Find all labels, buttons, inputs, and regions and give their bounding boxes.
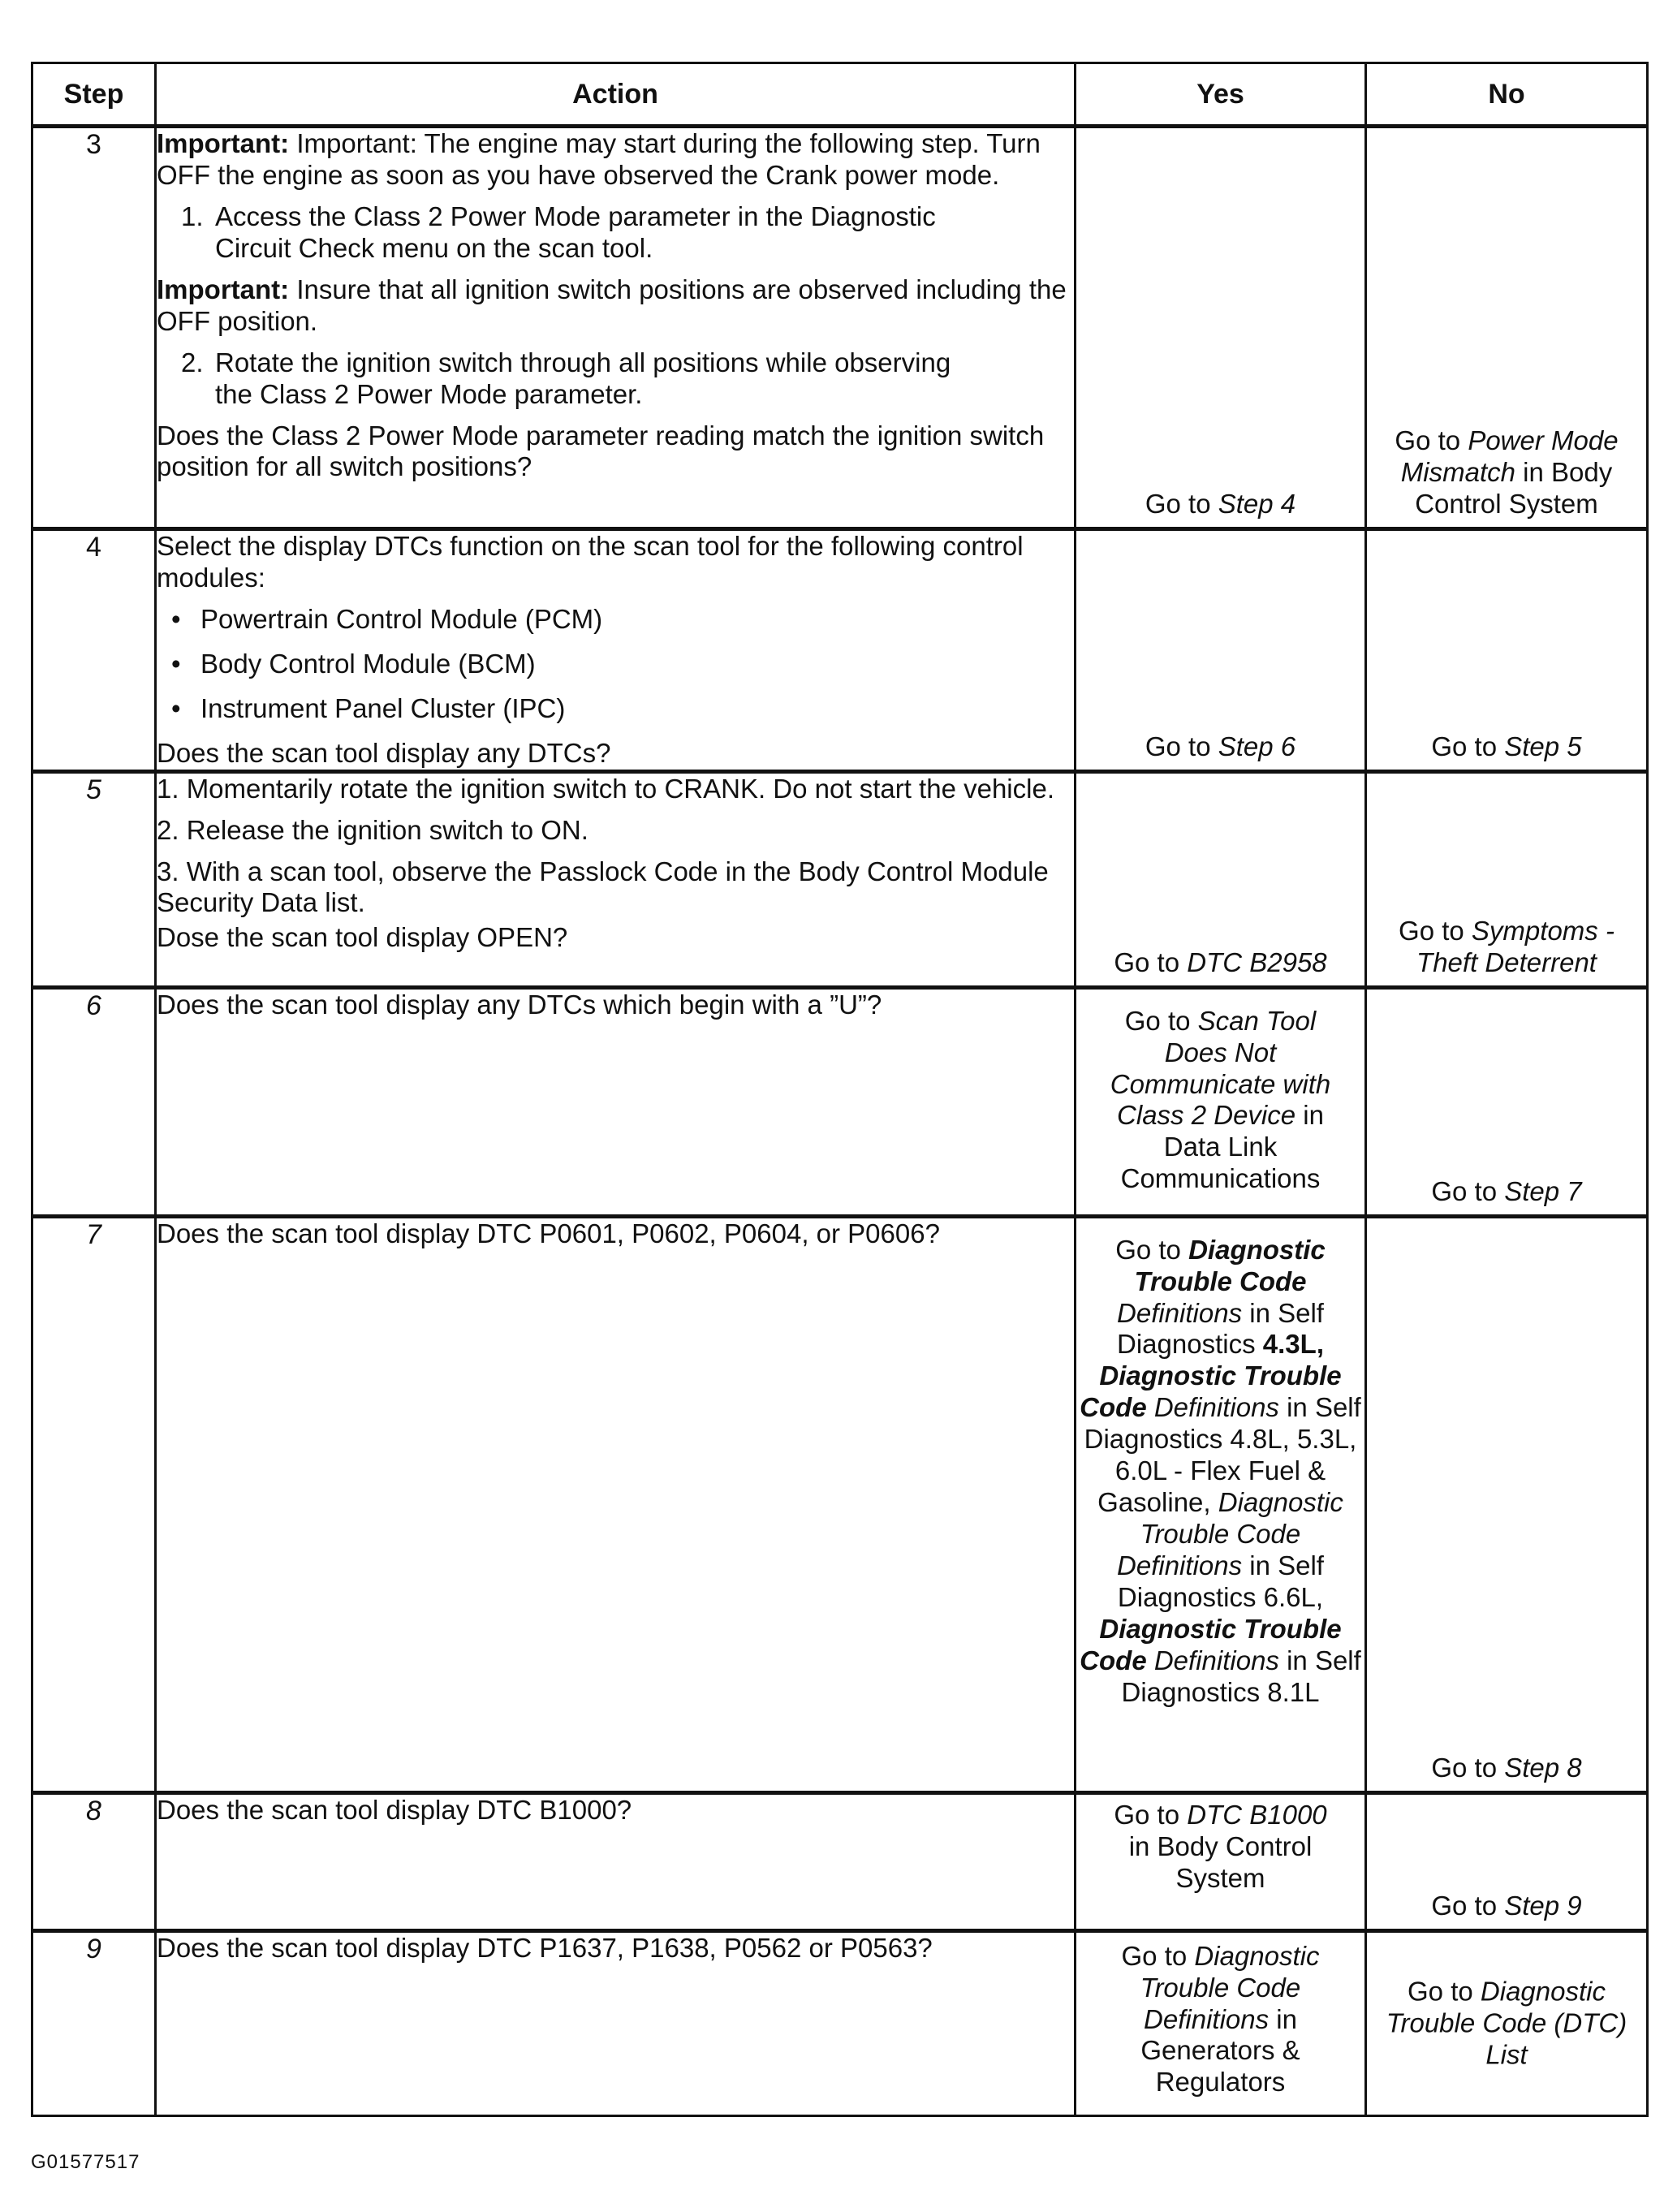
table-row-step-3 [32,127,1648,529]
action-cell [156,1792,1076,1930]
yes-cell: Go to DTC B1000 in Body Control System [1076,1792,1366,1930]
yes-cell: Go to Step 4 [1076,127,1366,529]
intro-text: Select the display DTCs function on the scan tool for the following control modules: [157,531,1024,593]
no-cell: Go to Step 7 [1366,987,1648,1216]
yes-link[interactable]: Definitions [1144,2003,1270,2034]
step-number: 6 [32,987,156,1216]
table-row-step-4 [32,529,1648,772]
no-cell: Go to Diagnostic Trouble Code (DTC) List [1366,1930,1648,2115]
no-link[interactable]: Step 9 [1504,1890,1582,1921]
action-cell [156,1930,1076,2115]
bullet-item: • Powertrain Control Module (PCM) [171,603,603,634]
no-cell: Go to Step 9 [1366,1792,1648,1930]
header-no: No [1366,63,1648,127]
yes-text: Go to Diagnostic Trouble Code Definitions in Self Diagnostics 4.3L, Diagnostic Trouble Code Definitions in Self Diagnostics 4.8L, 5.3L, 6.0L - Flex Fuel & Gasoline, Diagnostic Trouble Code Definitions in Self Diagnostics 6.6L, Diagnostic Trouble Code Definitions in Self Diagnostics 8.1L [1080,1234,1361,1707]
header-row [32,63,1648,127]
bullet-item: • Instrument Panel Cluster (IPC) [171,692,566,723]
step-number: 9 [32,1930,156,2115]
table-row-step-6 [32,987,1648,1216]
question-text: Does the scan tool display any DTCs? [157,737,611,768]
no-cell: Go to Step 5 [1366,529,1648,772]
yes-link[interactable]: DTC B1000 [1187,1799,1327,1830]
table-row-step-9 [32,1930,1648,2115]
yes-link[interactable]: Definitions [1153,1645,1279,1675]
diagnostic-table [31,62,1649,2117]
figure-code: G01577517 [31,2151,140,2173]
action-item: 2. Release the ignition switch to ON. [157,814,588,845]
yes-cell: Go to DTC B2958 [1076,771,1366,987]
yes-cell [1076,1216,1366,1792]
no-cell: Go to Power Mode Mismatch in Body Control System [1366,127,1648,529]
action-cell [156,771,1076,987]
question-text: Does the Class 2 Power Mode parameter reading match the ignition switch position for all switch positions? [157,420,1045,482]
yes-link[interactable]: Definitions [1153,1392,1279,1423]
action-cell [156,529,1076,772]
step-number: 8 [32,1792,156,1930]
yes-cell: Go to Scan Tool Does Not Communicate with Class 2 Device in Data Link Communications [1076,987,1366,1216]
yes-link[interactable]: Scan Tool Does Not Communicate with Class 2 Device [1110,1005,1331,1131]
yes-link[interactable]: Diagnostic Trouble Code [1140,1940,1320,2003]
header-action: Action [156,63,1076,127]
yes-link[interactable]: Step 4 [1218,489,1296,520]
action-cell [156,1216,1076,1792]
step-number: 4 [32,529,156,772]
bullet-item: • Body Control Module (BCM) [171,648,536,679]
yes-cell: Go to Diagnostic Trouble Code Definitions in Generators & Regulators [1076,1930,1366,2115]
step-number: 5 [32,771,156,987]
no-link[interactable]: Symptoms - Theft Deterrent [1416,915,1614,977]
yes-link[interactable]: DTC B2958 [1187,946,1327,977]
table-row-step-7 [32,1216,1648,1792]
action-cell [156,987,1076,1216]
no-link[interactable]: Step 5 [1504,731,1582,761]
question-text: Does the scan tool display DTC P0601, P0602, P0604, or P0606? [157,1218,940,1248]
yes-cell: Go to Step 6 [1076,529,1366,772]
question-text: Does the scan tool display any DTCs which begin with a ”U”? [157,989,882,1020]
yes-link[interactable]: Step 6 [1218,731,1296,761]
action-item: 2. Rotate the ignition switch through all positions while observing the Class 2 Power Mode parameter. [181,347,951,409]
header-step: Step [32,63,156,127]
yes-link[interactable]: Diagnostic Trouble Code [1080,1613,1342,1675]
header-yes: Yes [1076,63,1366,127]
question-text: Does the scan tool display DTC P1637, P1638, P0562 or P0563? [157,1932,933,1963]
yes-link[interactable]: Diagnostic Trouble Code [1134,1234,1326,1296]
action-cell [156,127,1076,529]
action-item: 3. With a scan tool, observe the Passlock Code in the Body Control Module Security Data list. [157,856,1049,918]
step-number: 7 [32,1216,156,1792]
no-link[interactable]: Power Mode Mismatch [1400,425,1619,488]
no-link[interactable]: Step 8 [1504,1752,1582,1783]
question-text: Does the scan tool display DTC B1000? [157,1794,632,1825]
important-note: Important: Insure that all ignition switch positions are observed including the OFF position. [157,274,1067,336]
no-link[interactable]: Step 7 [1504,1175,1582,1206]
table-row-step-8 [32,1792,1648,1930]
no-cell: Go to Symptoms - Theft Deterrent [1366,771,1648,987]
no-cell: Go to Step 8 [1366,1216,1648,1792]
yes-link[interactable]: Diagnostic Trouble Code [1080,1360,1342,1423]
action-item: 1. Access the Class 2 Power Mode parameter in the Diagnostic Circuit Check menu on the scan tool. [181,201,936,263]
step-number: 3 [32,127,156,529]
yes-link[interactable]: Definitions [1117,1297,1243,1328]
important-note: Important: Important: The engine may start during the following step. Turn OFF the engine as soon as you have observed the Crank power mode. [157,128,1041,190]
yes-link[interactable]: Diagnostic Trouble Code Definitions [1117,1487,1343,1580]
no-link[interactable]: Diagnostic Trouble Code (DTC) List [1386,1976,1627,2070]
table-row-step-5 [32,771,1648,987]
question-text: Dose the scan tool display OPEN? [157,922,568,953]
action-item: 1. Momentarily rotate the ignition switch to CRANK. Do not start the vehicle. [157,773,1054,804]
